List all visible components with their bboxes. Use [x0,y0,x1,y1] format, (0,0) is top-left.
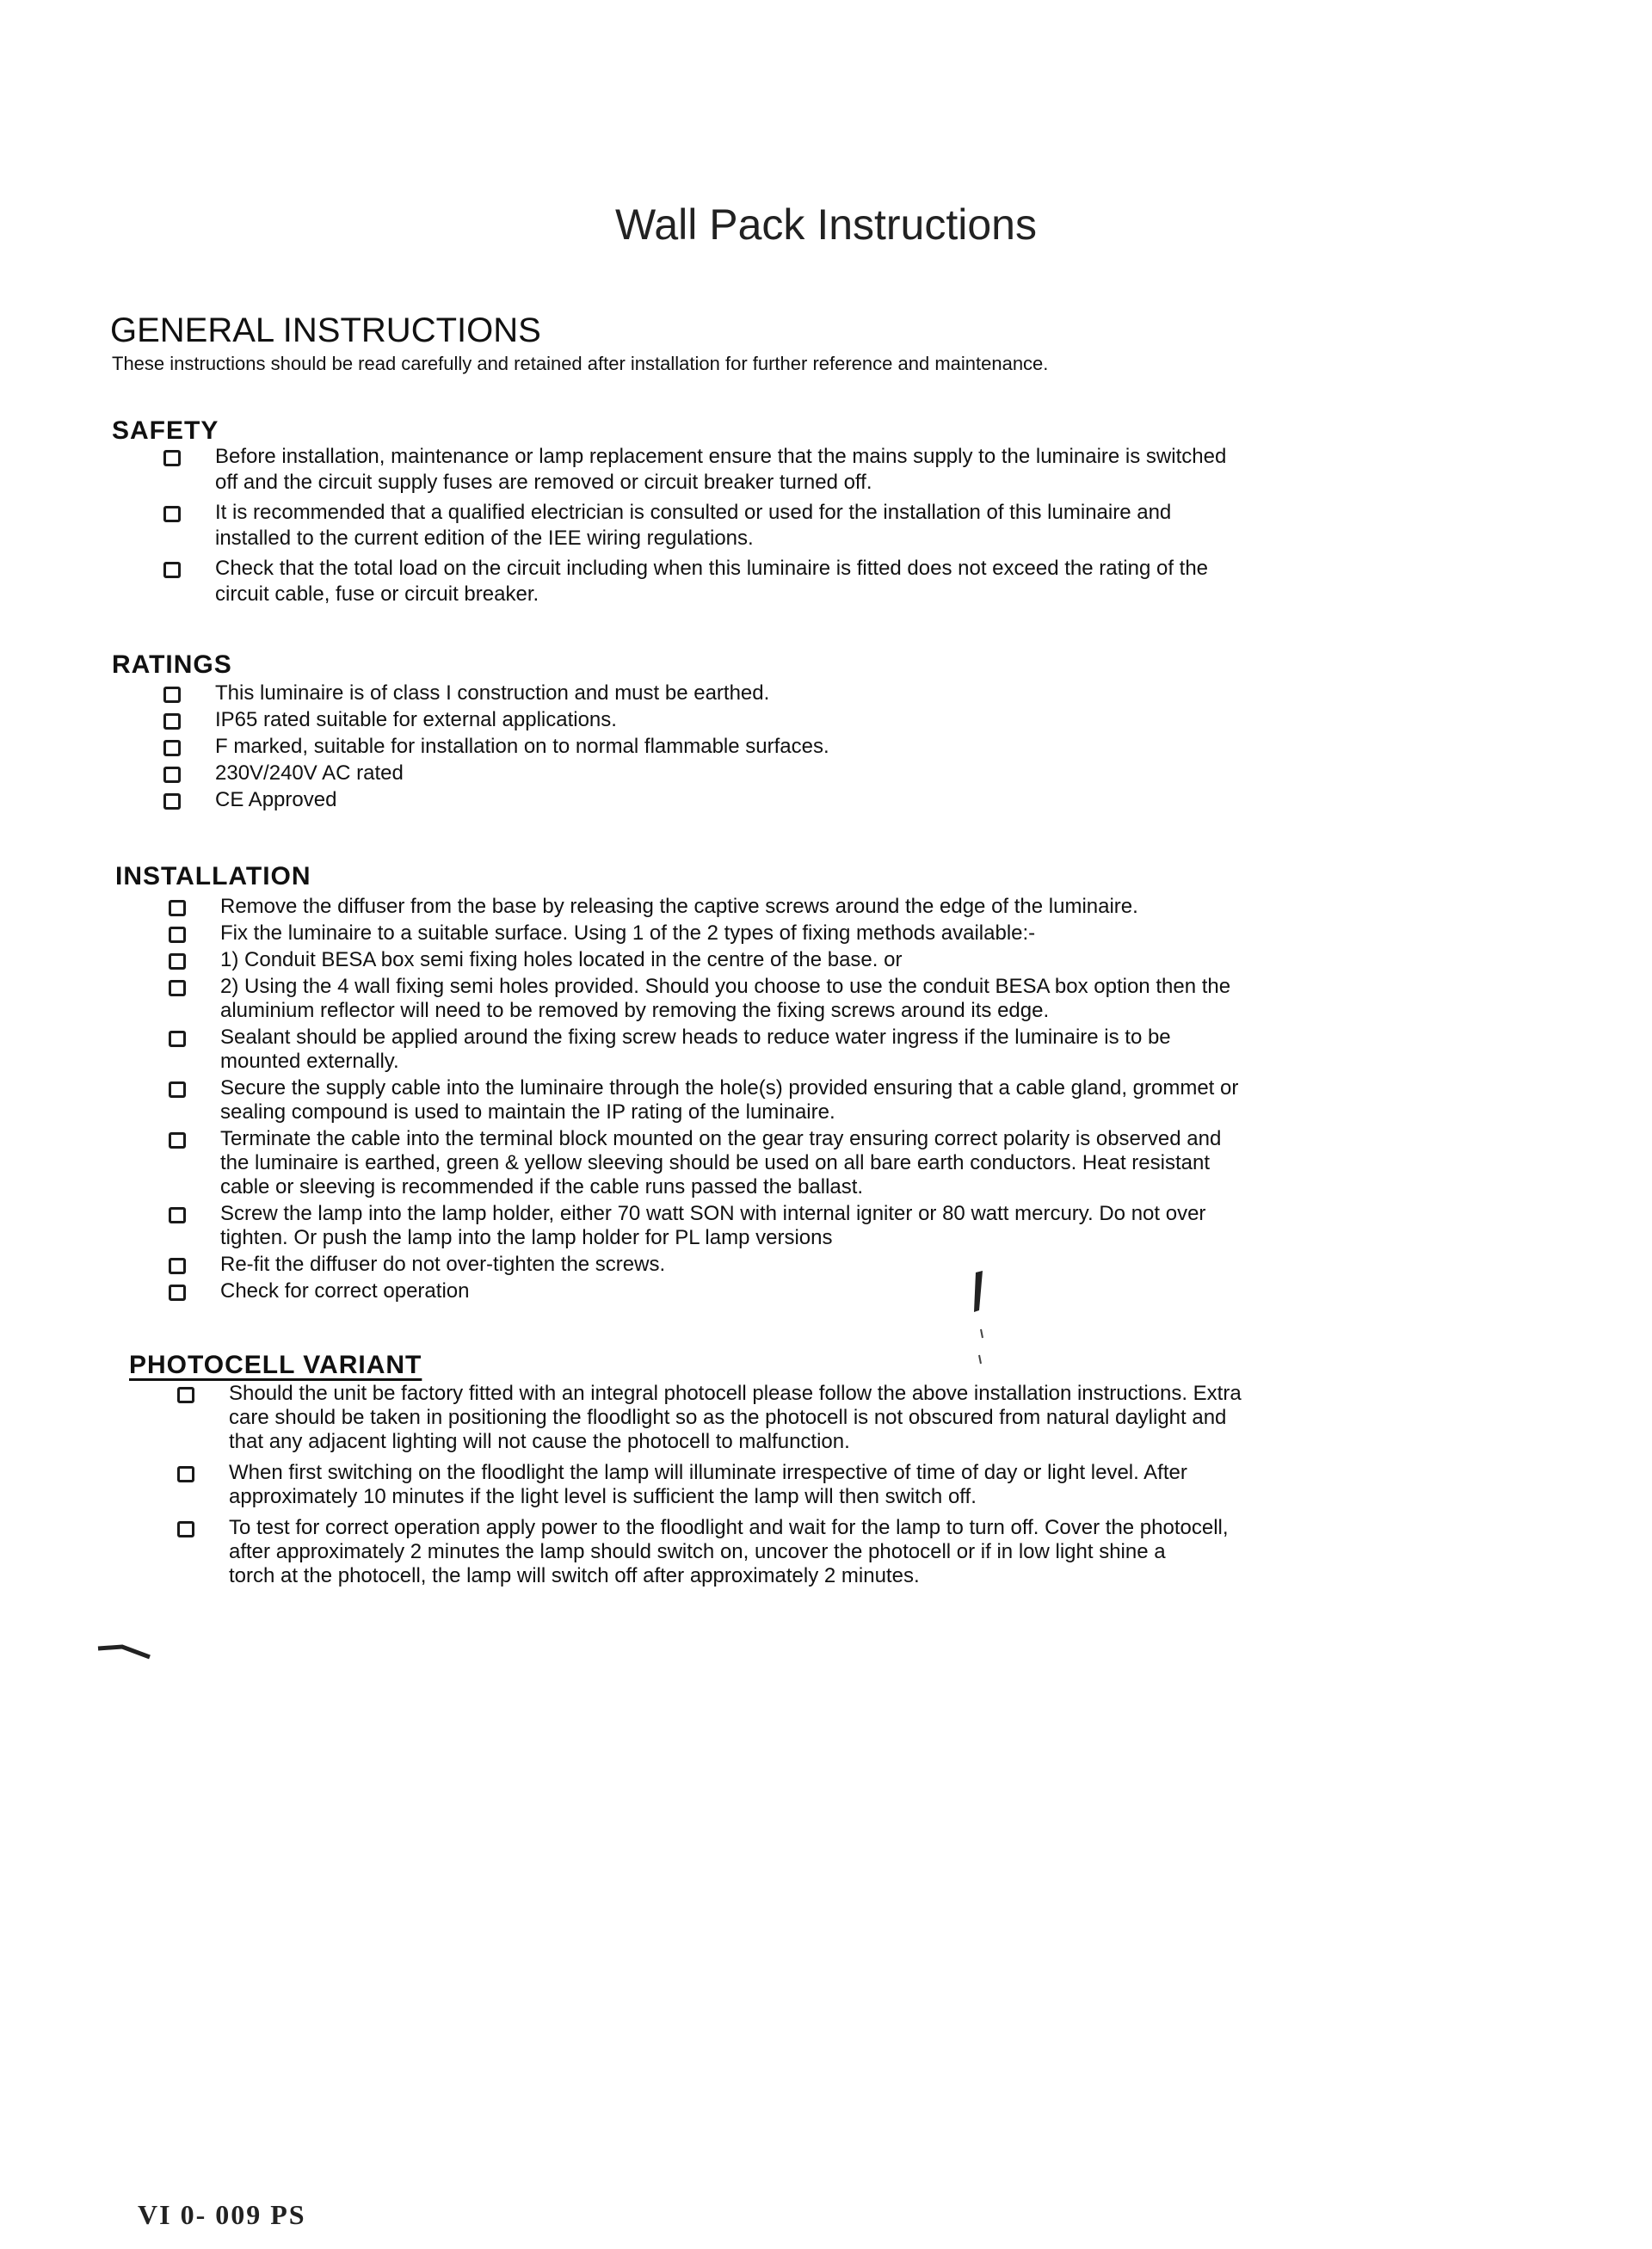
ratings-item [163,706,1196,733]
checkbox-bullet-icon [163,713,181,730]
ratings-item-text: F marked, suitable for installation on to normal flammable surfaces. [215,735,829,758]
photocell-heading: PHOTOCELL VARIANT [129,1351,422,1379]
checkbox-bullet-icon [169,1285,186,1301]
checkbox-bullet-icon [169,1132,186,1149]
ratings-item-text: CE Approved [215,788,337,811]
checkbox-bullet-icon [169,1081,186,1098]
general-heading: GENERAL INSTRUCTIONS [110,311,541,349]
checkbox-bullet-icon [163,767,181,783]
ratings-item-text: 230V/240V AC rated [215,761,404,785]
photocell-item [177,1382,1416,1454]
safety-item-text: installed to the current edition of the IEE wiring regulations. [215,527,754,550]
safety-item [163,500,1420,551]
checkbox-bullet-icon [169,980,186,996]
photocell-item-text: that any adjacent lighting will not cause the photocell to malfunction. [229,1430,850,1453]
checkbox-bullet-icon [177,1521,194,1537]
photocell-item-text: approximately 10 minutes if the light level is sufficient the lamp will then switch off. [229,1485,977,1508]
photocell-item [177,1461,1416,1509]
installation-item [169,921,1425,946]
ratings-item [163,786,1196,813]
installation-item [169,1076,1425,1124]
installation-item [169,895,1425,919]
safety-item-text: It is recommended that a qualified electrician is consulted or used for the installation of this luminaire and [215,501,1172,524]
installation-item [169,1026,1425,1074]
checkbox-bullet-icon [177,1387,194,1403]
photocell-item-text: care should be taken in positioning the floodlight so as the photocell is not obscured from natural daylight and [229,1406,1227,1429]
installation-item-text: Fix the luminaire to a suitable surface. Using 1 of the 2 types of fixing methods available:- [220,921,1036,945]
checkbox-bullet-icon [163,450,181,466]
photocell-item-text: To test for correct operation apply power to the floodlight and wait for the lamp to turn off. Cover the photocell, [229,1516,1229,1539]
installation-item [169,1253,1425,1277]
photocell-item-text: after approximately 2 minutes the lamp should switch on, uncover the photocell or if in low light shine a [229,1540,1166,1563]
ratings-heading: RATINGS [112,650,232,679]
safety-item-text: off and the circuit supply fuses are removed or circuit breaker turned off. [215,471,872,494]
checkbox-bullet-icon [163,687,181,703]
installation-item-text: cable or sleeving is recommended if the cable runs passed the ballast. [220,1175,864,1198]
installation-item-text: tighten. Or push the lamp into the lamp holder for PL lamp versions [220,1226,833,1249]
safety-list [163,444,1420,612]
ratings-item [163,733,1196,760]
installation-item-text: Screw the lamp into the lamp holder, either 70 watt SON with internal igniter or 80 watt mercury. Do not over [220,1202,1206,1225]
photocell-item-text: Should the unit be factory fitted with an integral photocell please follow the above installation instructions. Extra [229,1382,1242,1405]
safety-item [163,444,1420,496]
installation-item-text: aluminium reflector will need to be removed by removing the fixing screws around its edge. [220,999,1050,1022]
checkbox-bullet-icon [169,953,186,970]
checkbox-bullet-icon [169,1031,186,1047]
installation-item-text: Sealant should be applied around the fixing screw heads to reduce water ingress if the luminaire is to be [220,1026,1171,1049]
pen-mark-icon [964,1269,998,1372]
photocell-item [177,1516,1416,1588]
safety-item [163,556,1420,607]
ratings-item [163,680,1196,706]
installation-item-text: mounted externally. [220,1050,399,1073]
photocell-list [177,1382,1416,1595]
installation-list [169,895,1425,1306]
installation-item [169,1202,1425,1250]
checkbox-bullet-icon [169,927,186,943]
ratings-item-text: This luminaire is of class I construction and must be earthed. [215,681,770,705]
installation-item [169,1279,1425,1303]
photocell-item-text: torch at the photocell, the lamp will switch off after approximately 2 minutes. [229,1564,920,1587]
installation-item-text: Check for correct operation [220,1279,470,1303]
installation-item-text: Re-fit the diffuser do not over-tighten the screws. [220,1253,666,1276]
general-text: These instructions should be read carefully and retained after installation for further reference and maintenance. [112,353,1049,374]
photocell-item-text: When first switching on the floodlight the lamp will illuminate irrespective of time of day or light level. After [229,1461,1187,1484]
installation-item-text: Secure the supply cable into the luminaire through the hole(s) provided ensuring that a cable gland, grommet or [220,1076,1239,1100]
document-code: VI 0- 009 PS [138,2199,306,2230]
ratings-item [163,760,1196,786]
safety-item-text: Before installation, maintenance or lamp replacement ensure that the mains supply to the luminaire is switched [215,445,1227,468]
checkbox-bullet-icon [163,562,181,578]
ratings-list [163,680,1196,813]
checkbox-bullet-icon [169,900,186,916]
checkbox-bullet-icon [163,740,181,756]
document-title: Wall Pack Instructions [615,200,1037,249]
installation-item-text: 2) Using the 4 wall fixing semi holes provided. Should you choose to use the conduit BESA box option then the [220,975,1231,998]
stroke-mark-icon [96,1642,157,1662]
installation-item [169,1127,1425,1199]
checkbox-bullet-icon [169,1258,186,1274]
checkbox-bullet-icon [163,793,181,810]
safety-item-text: Check that the total load on the circuit including when this luminaire is fitted does not exceed the rating of the [215,557,1209,580]
safety-item-text: circuit cable, fuse or circuit breaker. [215,582,539,606]
installation-item [169,975,1425,1023]
installation-heading: INSTALLATION [115,862,311,890]
installation-item-text: Remove the diffuser from the base by releasing the captive screws around the edge of the luminaire. [220,895,1138,918]
ratings-item-text: IP65 rated suitable for external applications. [215,708,617,731]
installation-item-text: sealing compound is used to maintain the IP rating of the luminaire. [220,1100,835,1124]
safety-heading: SAFETY [112,416,219,445]
checkbox-bullet-icon [177,1466,194,1482]
installation-item-text: 1) Conduit BESA box semi fixing holes located in the centre of the base. or [220,948,903,971]
installation-item-text: Terminate the cable into the terminal block mounted on the gear tray ensuring correct polarity is observed and [220,1127,1222,1150]
checkbox-bullet-icon [163,506,181,522]
installation-item-text: the luminaire is earthed, green & yellow sleeving should be used on all bare earth conductors. Heat resistant [220,1151,1210,1174]
checkbox-bullet-icon [169,1207,186,1223]
installation-item [169,948,1425,972]
